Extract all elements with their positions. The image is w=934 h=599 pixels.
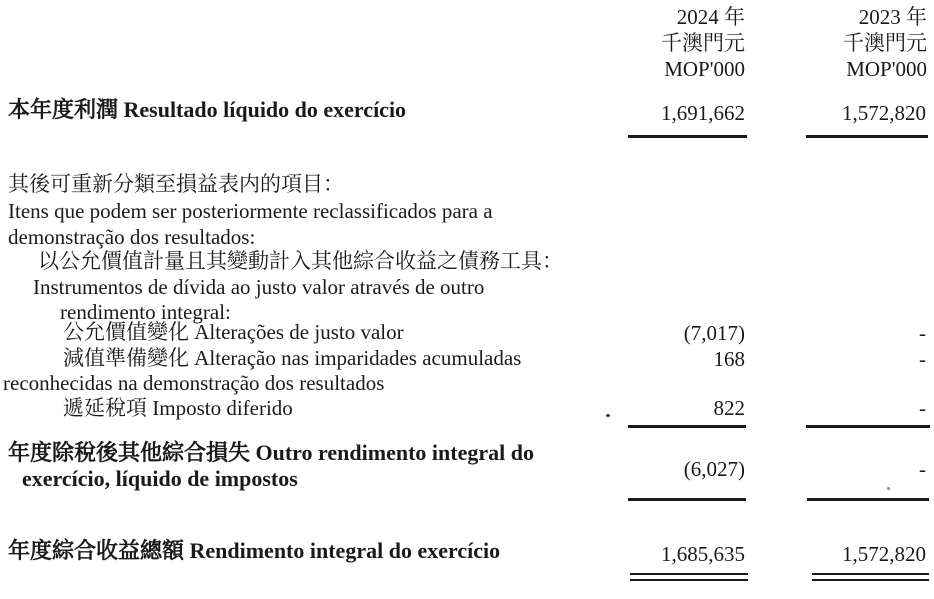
- total-comprehensive-value-2024: 1,685,635: [661, 542, 745, 566]
- column-year-2023: 2023 年: [858, 5, 927, 29]
- column-year-2024: 2024 年: [676, 5, 745, 29]
- oci-value-2024: (6,027): [683, 457, 745, 481]
- fair-value-changes-value-2024: (7,017): [683, 321, 745, 345]
- fair-value-changes-label: 公允價值變化 Alterações de justo valor: [63, 320, 404, 344]
- double-rule-total-2023-top: [812, 573, 929, 575]
- impairment-changes-label-line2: reconhecidas na demonstração dos resultados: [3, 371, 385, 395]
- column-header-2023: [843, 4, 927, 82]
- rule-subtotal-2023: [806, 425, 930, 428]
- net-profit-label: 本年度利潤 Resultado líquido do exercício: [8, 97, 407, 122]
- column-header-2024: [661, 4, 745, 82]
- net-profit-value-2023: 1,572,820: [842, 101, 926, 125]
- deferred-tax-value-2023: -: [919, 396, 926, 420]
- rule-net-profit-2023: [806, 135, 928, 138]
- impairment-changes-value-2023: -: [919, 347, 926, 371]
- debt-instruments-heading-zh: 以公允價值計量且其變動計入其他綜合收益之債務工具：: [38, 249, 563, 273]
- total-comprehensive-value-2023: 1,572,820: [842, 542, 926, 566]
- column-unit-zh-2023: 千澳門元: [843, 31, 927, 55]
- rule-net-profit-2024: [628, 135, 747, 138]
- fair-value-changes-value-2023: -: [919, 321, 926, 345]
- column-unit-code-2023: MOP'000: [846, 57, 927, 81]
- reclass-heading-zh: 其後可重新分類至損益表内的項目：: [8, 172, 344, 196]
- double-rule-total-2023-bottom: [812, 579, 929, 581]
- rule-oci-2024: [628, 498, 746, 501]
- double-rule-total-2024-bottom: [630, 579, 748, 581]
- deferred-tax-value-2024: 822: [713, 396, 745, 420]
- total-comprehensive-label: 年度綜合收益總額 Rendimento integral do exercício: [8, 538, 501, 563]
- oci-label-line2: exercício, líquido de impostos: [22, 466, 298, 491]
- deferred-tax-label: 遞延稅項 Imposto diferido: [63, 396, 293, 420]
- rule-oci-2023: [807, 498, 929, 501]
- reclass-heading-pt-line2: demonstração dos resultados:: [8, 225, 256, 249]
- double-rule-total-2024-top: [630, 573, 748, 575]
- scan-speck: [887, 487, 890, 490]
- oci-value-2023: -: [919, 457, 926, 481]
- impairment-changes-label-line1: 減值準備變化 Alteração nas imparidades acumuladas: [63, 346, 522, 370]
- net-profit-value-2024: 1,691,662: [661, 101, 745, 125]
- debt-instruments-heading-pt-line1: Instrumentos de dívida ao justo valor através de outro: [33, 275, 485, 299]
- debt-instruments-heading-pt-line2: rendimento integral:: [60, 300, 231, 324]
- reclass-heading-pt-line1: Itens que podem ser posteriormente reclassificados para a: [8, 199, 493, 223]
- scan-speck: [606, 414, 610, 417]
- oci-label-line1: 年度除稅後其他綜合損失 Outro rendimento integral do: [8, 440, 534, 465]
- column-unit-zh-2024: 千澳門元: [661, 31, 745, 55]
- impairment-changes-value-2024: 168: [713, 347, 745, 371]
- rule-subtotal-2024: [628, 425, 746, 428]
- column-unit-code-2024: MOP'000: [664, 57, 745, 81]
